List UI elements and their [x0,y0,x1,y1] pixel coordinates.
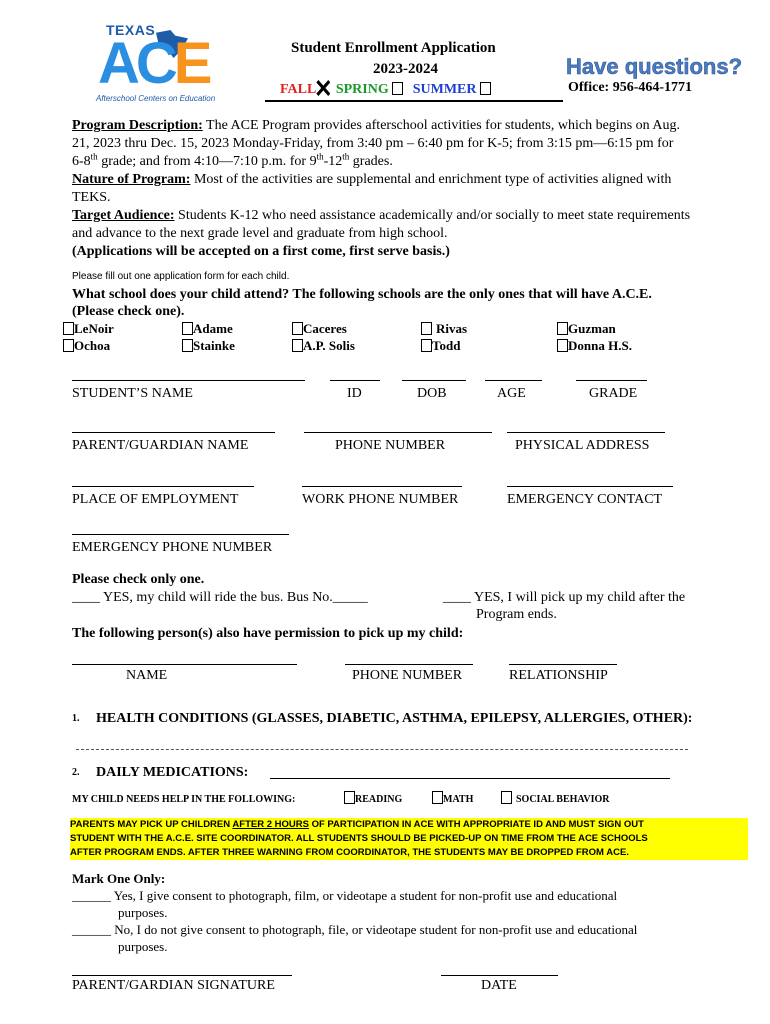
school-checkbox[interactable] [557,322,568,335]
first-come-notice: (Applications will be accepted on a first come, first serve basis.) [72,244,450,259]
employment-field[interactable] [72,486,254,487]
logo-texas-text: TEXAS [106,22,156,38]
nature-of-program: Nature of Program: Most of the activities are supplemental and enrichment type of activities aligned with [72,172,672,187]
pickup-policy-notice [70,818,748,860]
address-label: PHYSICAL ADDRESS [515,438,650,453]
needs-help-label: MY CHILD NEEDS HELP IN THE FOLLOWING: [72,794,296,805]
emergency-contact-label: EMERGENCY CONTACT [507,492,663,507]
pickup-name-field[interactable] [72,664,297,665]
health-conditions-field[interactable] [76,749,688,750]
header-rule [265,100,563,102]
health-conditions-label: HEALTH CONDITIONS (GLASSES, DIABETIC, ASTHMA, EPILEPSY, ALLERGIES, OTHER): [96,711,693,726]
school-option-rivas[interactable]: Rivas [421,321,467,337]
dob-label: DOB [417,386,447,401]
school-option-adame[interactable]: Adame [182,321,233,337]
school-option-ochoa[interactable]: Ochoa [63,338,110,354]
term-spring-label: SPRING [335,82,389,97]
school-checkbox[interactable] [292,322,303,335]
emergency-phone-field[interactable] [72,534,289,535]
id-label: ID [347,386,362,401]
have-questions-heading: Have questions? [566,54,743,79]
date-label: DATE [481,978,517,993]
logo-ace-text: ACE [98,31,209,96]
office-phone: Office: 956-464-1771 [568,80,693,95]
pickup-relationship-field[interactable] [509,664,617,665]
signature-field[interactable] [72,975,292,976]
fall-checked-x-icon[interactable] [316,80,330,96]
term-selection [280,80,491,98]
school-checkbox[interactable] [421,322,432,335]
form-year: 2023-2024 [373,61,438,77]
parent-name-field[interactable] [72,432,275,433]
spring-checkbox[interactable] [392,82,403,95]
pickup-name-label: NAME [126,668,168,683]
pickup-relationship-label: RELATIONSHIP [509,668,608,683]
notice-line3: AFTER PROGRAM ENDS. AFTER THREE WARNING FROM COORDINATOR, THE STUDENTS MAY BE DROPPED FROM ACE. [70,847,629,858]
school-option-todd[interactable]: Todd [421,338,460,354]
work-phone-field[interactable] [302,486,462,487]
social-behavior-checkbox[interactable] [501,791,512,804]
program-description-line1: Program Description: The ACE Program provides afterschool activities for students, which begins on Aug. [72,118,680,133]
school-checkbox[interactable] [421,339,432,352]
school-question-line2: (Please check one). [72,304,185,319]
form-title: Student Enrollment Application [291,40,496,56]
reading-checkbox[interactable] [344,791,355,804]
school-checkbox[interactable] [182,339,193,352]
school-option-donna-hs[interactable]: Donna H.S. [557,338,632,354]
program-description-line2: 21, 2023 thru Dec. 15, 2023 Monday-Friday, from 3:40 pm – 6:40 pm for K-5; from 3:15 pm—6:15 pm for [72,136,674,151]
employment-label: PLACE OF EMPLOYMENT [72,492,239,507]
work-phone-label: WORK PHONE NUMBER [302,492,459,507]
school-checkbox[interactable] [557,339,568,352]
school-checkbox[interactable] [182,322,193,335]
pickup-phone-label: PHONE NUMBER [352,668,463,683]
school-checkbox[interactable] [292,339,303,352]
school-option-ap-solis[interactable]: A.P. Solis [292,338,355,354]
dob-field[interactable] [402,380,466,381]
daily-medications-field[interactable] [270,778,670,779]
school-option-caceres[interactable]: Caceres [292,321,347,337]
program-description-line3: 6-8th grade; and from 4:10—7:10 p.m. for 9th-12th grades. [72,151,393,169]
pickup-option-line2: Program ends. [476,607,557,622]
consent-no-option[interactable]: ______ No, I do not give consent to photograph, file, or videotape student for non-profit use and educational [72,922,638,937]
help-social-option[interactable]: SOCIAL BEHAVIOR [501,791,609,805]
target-audience: Target Audience: Students K-12 who need assistance academically and/or socially to meet state requirements [72,208,691,223]
age-label: AGE [497,386,526,401]
student-name-label: STUDENT’S NAME [72,386,193,401]
permission-heading: The following person(s) also have permission to pick up my child: [72,626,464,641]
consent-yes-option[interactable]: ______ Yes, I give consent to photograph, film, or videotape a student for non-profit use and educational [72,888,618,903]
consent-no-line2: purposes. [118,939,168,954]
grade-label: GRADE [589,386,638,401]
phone-label: PHONE NUMBER [335,438,446,453]
parent-name-label: PARENT/GUARDIAN NAME [72,438,249,453]
phone-field[interactable] [304,432,492,433]
target-audience-line2: and advance to the next grade level and graduate from high school. [72,226,448,241]
daily-medications-label: DAILY MEDICATIONS: [96,765,249,780]
pickup-phone-field[interactable] [345,664,473,665]
grade-field[interactable] [576,380,647,381]
logo-subtitle: Afterschool Centers on Education [96,94,216,103]
item-number-1: 1. [72,713,80,724]
id-field[interactable] [330,380,380,381]
consent-heading: Mark One Only: [72,871,166,886]
nature-of-program-line2: TEKS. [72,190,111,205]
one-form-note: Please fill out one application form for each child. [72,271,290,282]
consent-yes-line2: purposes. [118,905,168,920]
pickup-option[interactable]: ____ YES, I will pick up my child after the [443,590,686,605]
school-question: What school does your child attend? The following schools are the only ones that will have A.C.E. [72,287,652,302]
date-field[interactable] [441,975,558,976]
emergency-contact-field[interactable] [507,486,673,487]
school-checkbox[interactable] [63,322,74,335]
summer-checkbox[interactable] [480,82,491,95]
school-option-lenoir[interactable]: LeNoir [63,321,114,337]
help-math-option[interactable]: MATH [432,791,473,805]
bus-heading: Please check only one. [72,572,205,587]
item-number-2: 2. [72,767,80,778]
school-checkbox[interactable] [63,339,74,352]
student-name-field[interactable] [72,380,305,381]
notice-line1: PARENTS MAY PICK UP CHILDREN AFTER 2 HOURS OF PARTICIPATION IN ACE WITH APPROPRIATE ID AND MUST SIGN OUT [70,819,644,830]
term-fall-label: FALL [280,82,317,97]
help-reading-option[interactable]: READING [344,791,402,805]
math-checkbox[interactable] [432,791,443,804]
term-summer-label: SUMMER [412,82,477,97]
texas-ace-logo [96,22,222,106]
emergency-phone-label: EMERGENCY PHONE NUMBER [72,540,273,555]
signature-label: PARENT/GARDIAN SIGNATURE [72,978,275,993]
address-field[interactable] [507,432,665,433]
age-field[interactable] [485,380,542,381]
bus-ride-option[interactable]: ____ YES, my child will ride the bus. Bus No._____ [72,590,368,605]
school-option-stainke[interactable]: Stainke [182,338,235,354]
school-option-guzman[interactable]: Guzman [557,321,616,337]
notice-line2: STUDENT WITH THE A.C.E. SITE COORDINATOR. ALL STUDENTS SHOULD BE PICKED-UP ON TIME FROM THE ACE SCHOOLS [70,833,648,844]
